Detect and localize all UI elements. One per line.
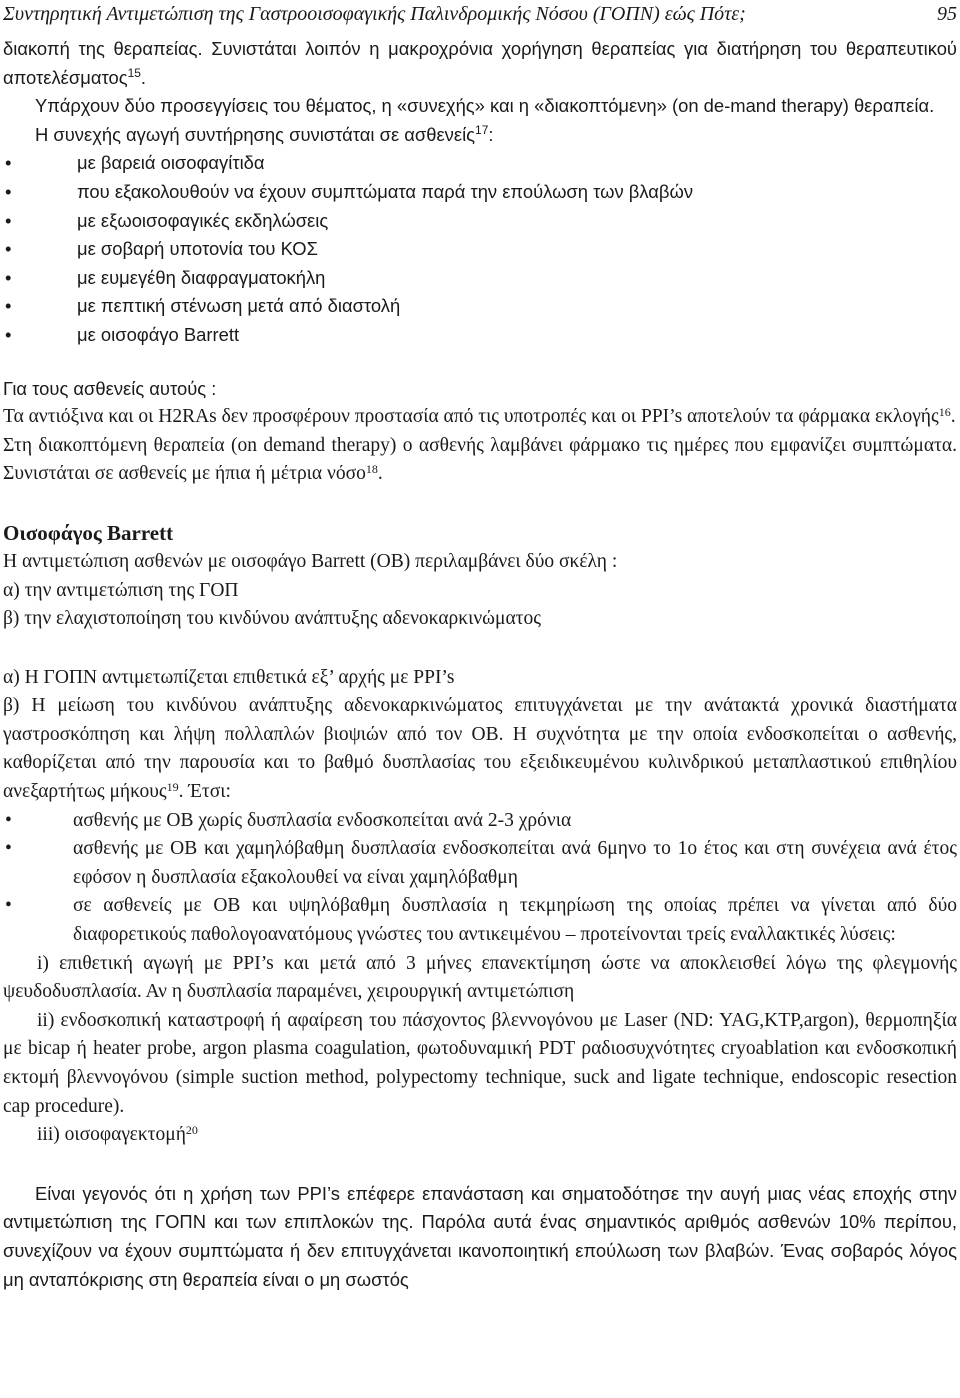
section-title-barrett: Οισοφάγος Barrett [3,520,174,545]
paragraph-maintenance: διακοπή της θεραπείας. Συνιστάται λοιπόν η μακροχρόνια χορήγηση θεραπείας για διατήρηση του θεραπευτικού αποτελέσματος$^{15}$. [3,38,957,88]
list-item: • με εξωοισοφαγικές εκδηλώσεις [3,207,957,236]
running-header [3,0,957,35]
paragraph-continuous: Η συνεχής αγωγή συντήρησης συνιστάται σε ασθενείς$^{17}$: [35,122,494,145]
list-item: • που εξακολουθούν να έχουν συμπτώματα παρά την επούλωση των βλαβών [3,178,957,207]
header-title: Συντηρητική Αντιμετώπιση της Γαστροοισοφαγικής Παλινδρομικής Νόσου (ΓΟΠΝ) εώς Πότε; [3,3,746,25]
paragraph-on-demand: Στη διακοπτόμενη θεραπεία (on demand therapy) ο ασθενής λαμβάνει φάρμακο τις ημέρες που εμφανίζει συμπτώματα. Συνιστάται σε ασθενείς με ήπια ή μέτρια νόσο$^{18}$. [3,434,957,485]
page-number: 95 [937,3,957,25]
surveillance-list [3,807,957,950]
barrett-aim-b: β) την ελαχιστοποίηση του κινδύνου ανάπτυξης αδενοκαρκινώματος [3,608,541,630]
paragraph-drug-choice: Τα αντιόξινα και οι H2RAs δεν προσφέρουν προστασία από τις υποτροπές και οι PPI’s αποτελούν τα φάρμακα εκλογής$^{16}$. [3,405,956,428]
option-ii: ii) ενδοσκοπική καταστροφή ή αφαίρεση του πάσχοντος βλεννογόνου με Laser (ND: YAG,KTP,argon), θερμοπηξία με bicap ή heater probe, argon plasma coagulation, φωτοδυναμική PDT ραδιοσυχνότητες cryoablation και ενδοσκοπική εκτομή βλεννογόνου (simple suction method, polypectomy technique, suck and ligate technique, endoscopic resection cap procedure). [3,1009,957,1117]
list-item: • με ευμεγέθη διαφραγματοκήλη [3,264,957,293]
option-iii: iii) οισοφαγεκτομή$^{20}$ [37,1123,198,1146]
citation-17: 17 [475,122,489,137]
citation-18: 18 [365,462,378,477]
list-item: • ασθενής με OB χωρίς δυσπλασία ενδοσκοπείται ανά 2-3 χρόνια [3,807,957,836]
document-page [3,0,957,1294]
citation-19: 19 [166,780,179,795]
for-patients-heading: Για τους ασθενείς αυτούς : [3,377,217,399]
list-item: • με οισοφάγο Barrett [3,321,957,350]
paragraph-approaches: Υπάρχουν δύο προσεγγίσεις του θέματος, η «συνεχής» και η «διακοπτόμενη» (on de-mand therapy) θεραπεία. [35,95,935,117]
barrett-intro: Η αντιμετώπιση ασθενών με οισοφάγο Barrett (OB) περιλαμβάνει δύο σκέλη : [3,550,618,572]
option-i: i) επιθετική αγωγή με PPI’s και μετά από 3 μήνες επανεκτίμηση ώστε να αποκλεισθεί λόγω της φλεγμονής ψευδοδυσπλασία. Αν η δυσπλασία παραμένει, χειρουργική αντιμετώπιση [3,952,957,1003]
indications-list [3,149,957,349]
citation-16: 16 [938,405,951,420]
list-item: • με πεπτική στένωση μετά από διαστολή [3,292,957,321]
paragraph-closing: Είναι γεγονός ότι η χρήση των PPI’s επέφερε επανάσταση και σηματοδότησε την αυγή μιας νέας εποχής στην αντιμετώπιση της ΓΟΠΝ και των επιπλοκών της. Παρόλα αυτά ένας σημαντικός αριθμός ασθενών 10% περίπου, συνεχίζουν να έχουν συμπτώματα ή δεν επιτυγχάνεται ικανοποιητική επούλωση των βλαβών. Ένας σοβαρός λόγος μη ανταπόκρισης στη θεραπεία είναι ο μη σωστός [3,1182,957,1290]
list-item: • ασθενής με OB και χαμηλόβαθμη δυσπλασία ενδοσκοπείται ανά 6μηνο το 1ο έτος και στη συνέχεια ανά έτος εφόσον η δυσπλασία εξακολουθεί να είναι χαμηλόβαθμη [3,835,957,892]
citation-15: 15 [127,65,141,80]
list-item: • με βαρειά οισοφαγίτιδα [3,149,957,178]
page-body [3,35,957,1294]
barrett-ppi: α) Η ΓΟΠΝ αντιμετωπίζεται επιθετικά εξ’ αρχής με PPI’s [3,666,455,688]
list-item: • με σοβαρή υποτονία του ΚΟΣ [3,235,957,264]
citation-20: 20 [185,1123,198,1138]
list-item: • σε ασθενείς με OB και υψηλόβαθμη δυσπλασία η τεκμηρίωση της οποίας πρέπει να γίνεται από δύο διαφορετικούς παθολογοανατόμους γνώστες του αντικειμένου – προτείνονται τρείς εναλλακτικές λύσεις: [3,892,957,949]
barrett-aim-a: α) την αντιμετώπιση της ΓΟΠ [3,579,239,601]
barrett-surveillance-paragraph: β) Η μείωση του κινδύνου ανάπτυξης αδενοκαρκινώματος επιτυγχάνεται με την ανάτακτά χρονικά διαστήματα γαστροσκόπηση και λήψη πολλαπλών βιοψιών από τον OB. Η συχνότητα με την οποία ενδοσκοπείται ο ασθενής, καθορίζεται από την παρουσία και το βαθμό δυσπλασίας του εξειδικευμένου κυλινδρικού μεταπλαστικού επιθηλίου ανεξαρτήτως μήκους$^{19}$. Έτσι: [3,695,957,803]
